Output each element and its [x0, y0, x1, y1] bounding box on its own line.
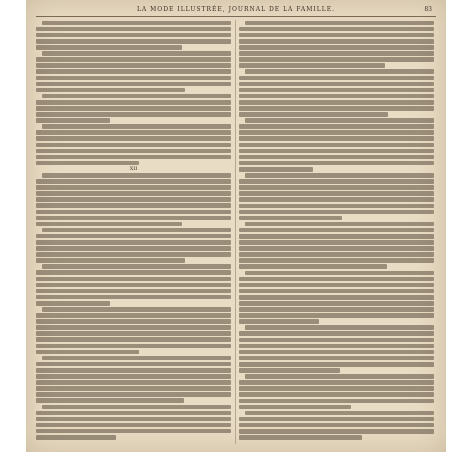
section-number: XII	[129, 166, 138, 173]
header-rule	[36, 16, 436, 17]
running-title: LA MODE ILLUSTRÉE, JOURNAL DE LA FAMILLE.	[136, 6, 336, 13]
text-line	[36, 434, 231, 440]
left-column	[36, 20, 231, 444]
text-line	[239, 434, 434, 440]
page-number: 83	[424, 6, 432, 13]
right-column	[239, 20, 434, 444]
column-divider	[235, 20, 236, 444]
magazine-page	[26, 0, 446, 452]
